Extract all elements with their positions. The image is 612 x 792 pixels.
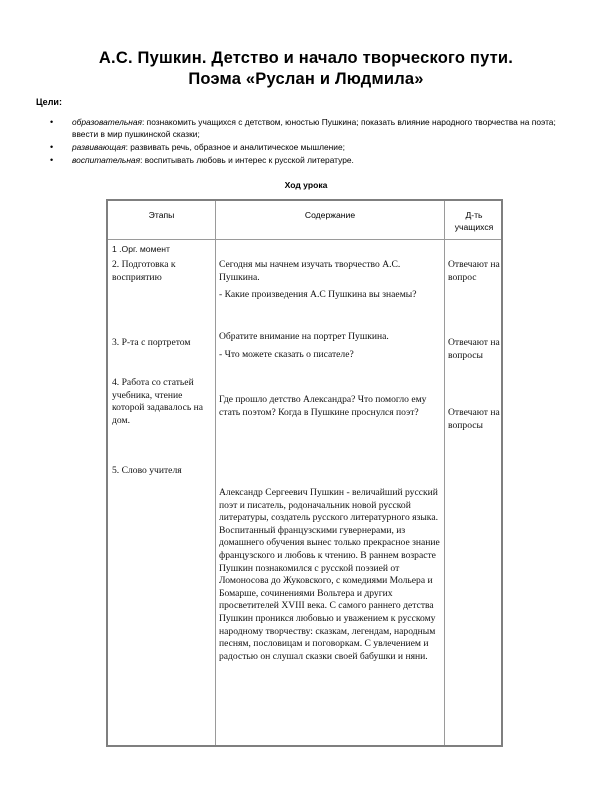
activity-stage-4: Отвечают на вопросы <box>448 407 500 431</box>
stage-1: 1 .Орг. момент <box>112 244 170 254</box>
goal-text: : познакомить учащихся с детством, юностью Пушкина; показать влияние народного творчества на поэта; ввести в мир пушкинской сказки; <box>72 117 556 139</box>
content-paragraph: - Что можете сказать о писателе? <box>219 348 354 360</box>
goal-text: : воспитывать любовь и интерес к русской литературе. <box>140 155 354 165</box>
content-paragraph: Сегодня мы начнем изучать творчество А.С. Пушкина. <box>219 259 401 283</box>
content-paragraph: Александр Сергеевич Пушкин - величайший русский поэт и писатель, родоначальник новой русской литературы, создатель русского литературного языка. Воспитанный французскими гувернерами, из домашнего обучения вынес только прекрасное знание французского и любовь к чтению. В раннем возрасте Пушкин познакомился с русской поэзией от Ломоносова до Жуковского, с комедиями Мольера и Бомарше, сочинениями Вольтера и других просветителей XVIII века. С самого раннего детства Пушкин проникся любовью и уважением к русскому народному творчеству: сказкам, легендам, народным песням, пословицам и поговоркам. С увлечением и радостью он слушал сказки своей бабушки и няни. <box>219 487 440 662</box>
header-divider <box>108 239 501 240</box>
column-header-stages: Этапы <box>148 210 175 220</box>
content-stage-4 <box>219 394 441 424</box>
content-paragraph: - Какие произведения А.С Пушкина вы знаемы? <box>219 289 417 301</box>
goals-list <box>50 116 570 167</box>
content-stage-3 <box>219 331 441 366</box>
goal-label: развивающая <box>72 142 126 152</box>
column-header-activity: Д-ть учащихся <box>454 210 494 232</box>
page-title <box>40 48 572 90</box>
stage-5: 5. Слово учителя <box>112 465 182 476</box>
activity-stage-3: Отвечают на вопросы <box>448 337 500 361</box>
goal-text: : развивать речь, образное и аналитическое мышление; <box>125 142 345 152</box>
column-divider <box>444 201 445 745</box>
goal-item-upbringing <box>50 154 570 166</box>
title-line-1: А.С. Пушкин. Детство и начало творческого пути. <box>98 49 514 67</box>
goal-item-developing <box>50 141 570 153</box>
column-header-content: Содержание <box>304 210 356 220</box>
bullet-icon: • <box>50 142 54 152</box>
stage-4: 4. Работа со статьей учебника, чтение которой задавалось на дом. <box>112 377 204 426</box>
column-divider <box>215 201 216 745</box>
stage-3: 3. Р-та с портретом <box>112 337 191 348</box>
content-paragraph: Где прошло детство Александра? Что помогло ему стать поэтом? Когда в Пушкине проснулся поэт? <box>219 394 427 418</box>
content-stage-2 <box>219 259 441 307</box>
goal-label: воспитательная <box>72 155 141 165</box>
goals-heading: Цели: <box>36 97 62 107</box>
goal-label: образовательная <box>72 117 143 127</box>
content-paragraph: Обратите внимание на портрет Пушкина. <box>219 331 389 342</box>
bullet-icon: • <box>50 117 54 127</box>
bullet-icon: • <box>50 155 54 165</box>
lesson-table <box>106 199 503 747</box>
stage-2: 2. Подготовка к восприятию <box>112 259 176 283</box>
title-line-2: Поэма «Руслан и Людмила» <box>188 70 424 88</box>
activity-stage-2: Отвечают на вопрос <box>448 259 500 283</box>
content-stage-5 <box>219 487 441 668</box>
lesson-heading: Ход урока <box>284 180 328 190</box>
goal-item-educational <box>50 116 570 140</box>
